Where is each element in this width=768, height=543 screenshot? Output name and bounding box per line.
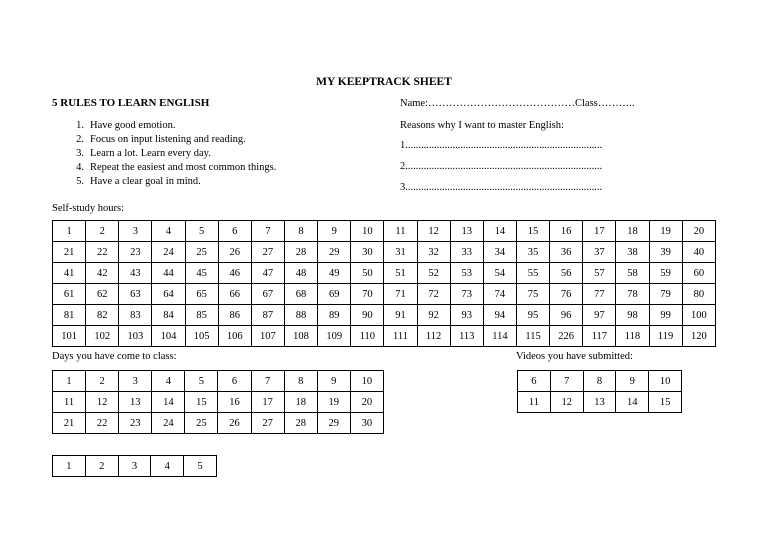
- table-cell: 28: [284, 242, 317, 263]
- table-cell: 7: [550, 371, 583, 392]
- name-class-line: Name:……………………………………Class………..: [400, 98, 635, 109]
- table-cell: 14: [616, 392, 649, 413]
- table-cell: 81: [53, 305, 86, 326]
- table-cell: 21: [53, 242, 86, 263]
- table-cell: 90: [351, 305, 384, 326]
- rule-number: 5.: [76, 176, 84, 187]
- table-cell: 7: [251, 371, 284, 392]
- table-cell: 43: [119, 263, 152, 284]
- table-cell: 12: [417, 221, 450, 242]
- table-cell: 107: [251, 326, 284, 347]
- reason-line-2: 2...........................................................................: [400, 161, 603, 172]
- table-cell: 68: [284, 284, 317, 305]
- table-cell: 63: [119, 284, 152, 305]
- table-cell: 46: [218, 263, 251, 284]
- rule-text: Learn a lot. Learn every day.: [90, 148, 211, 159]
- table-cell: 95: [516, 305, 549, 326]
- extra-tracker-table: [52, 455, 217, 477]
- table-cell: 64: [152, 284, 185, 305]
- table-cell: 115: [516, 326, 549, 347]
- table-cell: 24: [152, 413, 185, 434]
- table-cell: 101: [53, 326, 86, 347]
- table-cell: 35: [516, 242, 549, 263]
- table-cell: 78: [616, 284, 649, 305]
- table-row: [53, 456, 217, 477]
- table-cell: 3: [119, 371, 152, 392]
- table-cell: 11: [384, 221, 417, 242]
- table-cell: 5: [184, 456, 217, 477]
- table-cell: 9: [318, 221, 351, 242]
- table-cell: 33: [450, 242, 483, 263]
- table-cell: 52: [417, 263, 450, 284]
- table-cell: 66: [218, 284, 251, 305]
- table-cell: 83: [119, 305, 152, 326]
- table-row: [53, 392, 384, 413]
- table-cell: 5: [185, 221, 218, 242]
- table-row: [53, 413, 384, 434]
- self-study-label: Self-study hours:: [52, 203, 125, 214]
- rule-number: 4.: [76, 162, 84, 173]
- table-cell: 109: [318, 326, 351, 347]
- self-study-hours-table: [52, 220, 716, 347]
- table-cell: 58: [616, 263, 649, 284]
- table-cell: 7: [251, 221, 284, 242]
- table-cell: 108: [284, 326, 317, 347]
- table-cell: 55: [516, 263, 549, 284]
- table-cell: 111: [384, 326, 417, 347]
- table-cell: 92: [417, 305, 450, 326]
- table-cell: 17: [583, 221, 616, 242]
- table-cell: 72: [417, 284, 450, 305]
- table-cell: 53: [450, 263, 483, 284]
- table-cell: 8: [284, 371, 317, 392]
- table-cell: 27: [251, 413, 284, 434]
- table-cell: 24: [152, 242, 185, 263]
- table-cell: 21: [53, 413, 86, 434]
- table-cell: 80: [682, 284, 715, 305]
- table-cell: 11: [53, 392, 86, 413]
- table-cell: 42: [86, 263, 119, 284]
- table-cell: 59: [649, 263, 682, 284]
- table-cell: 118: [616, 326, 649, 347]
- table-cell: 36: [550, 242, 583, 263]
- rule-item: [52, 175, 276, 189]
- table-cell: 106: [218, 326, 251, 347]
- table-cell: 25: [185, 413, 218, 434]
- table-cell: 34: [483, 242, 516, 263]
- table-cell: 110: [351, 326, 384, 347]
- table-cell: 93: [450, 305, 483, 326]
- table-cell: 117: [583, 326, 616, 347]
- table-cell: 1: [53, 456, 86, 477]
- table-cell: 50: [351, 263, 384, 284]
- table-cell: 70: [351, 284, 384, 305]
- rule-text: Repeat the easiest and most common things.: [90, 162, 277, 173]
- rule-number: 1.: [76, 120, 84, 131]
- table-cell: 10: [351, 221, 384, 242]
- table-cell: 18: [616, 221, 649, 242]
- table-cell: 69: [318, 284, 351, 305]
- table-cell: 94: [483, 305, 516, 326]
- table-cell: 51: [384, 263, 417, 284]
- table-cell: 13: [583, 392, 616, 413]
- table-cell: 3: [118, 456, 151, 477]
- table-cell: 30: [350, 413, 383, 434]
- table-cell: 15: [649, 392, 682, 413]
- rule-text: Have a clear goal in mind.: [90, 176, 201, 187]
- rule-number: 2.: [76, 134, 84, 145]
- table-cell: 13: [450, 221, 483, 242]
- table-cell: 26: [218, 242, 251, 263]
- table-cell: 5: [185, 371, 218, 392]
- table-cell: 86: [218, 305, 251, 326]
- table-cell: 102: [86, 326, 119, 347]
- table-cell: 23: [119, 242, 152, 263]
- table-cell: 29: [318, 242, 351, 263]
- table-cell: 104: [152, 326, 185, 347]
- table-cell: 3: [119, 221, 152, 242]
- table-cell: 9: [616, 371, 649, 392]
- table-cell: 4: [151, 456, 184, 477]
- table-cell: 112: [417, 326, 450, 347]
- table-cell: 14: [152, 392, 185, 413]
- table-cell: 87: [251, 305, 284, 326]
- table-cell: 29: [317, 413, 350, 434]
- table-cell: 89: [318, 305, 351, 326]
- table-cell: 45: [185, 263, 218, 284]
- table-cell: 11: [518, 392, 551, 413]
- table-cell: 27: [251, 242, 284, 263]
- table-cell: 1: [53, 221, 86, 242]
- videos-submitted-table: [517, 370, 682, 413]
- table-cell: 4: [152, 371, 185, 392]
- table-row: [53, 221, 716, 242]
- table-cell: 37: [583, 242, 616, 263]
- rule-item: [52, 161, 276, 175]
- table-cell: 10: [350, 371, 383, 392]
- table-cell: 18: [284, 392, 317, 413]
- table-row: [53, 242, 716, 263]
- rules-list: [52, 119, 276, 189]
- table-cell: 13: [119, 392, 152, 413]
- table-row: [518, 371, 682, 392]
- rules-heading: 5 RULES TO LEARN ENGLISH: [52, 97, 210, 109]
- table-cell: 16: [550, 221, 583, 242]
- table-cell: 10: [649, 371, 682, 392]
- table-cell: 8: [284, 221, 317, 242]
- table-cell: 49: [318, 263, 351, 284]
- table-cell: 6: [518, 371, 551, 392]
- page-title: MY KEEPTRACK SHEET: [316, 76, 452, 88]
- table-cell: 67: [251, 284, 284, 305]
- table-cell: 48: [284, 263, 317, 284]
- table-cell: 44: [152, 263, 185, 284]
- table-cell: 79: [649, 284, 682, 305]
- table-cell: 82: [86, 305, 119, 326]
- table-row: [53, 326, 716, 347]
- table-cell: 105: [185, 326, 218, 347]
- table-cell: 56: [550, 263, 583, 284]
- table-row: [53, 263, 716, 284]
- table-cell: 97: [583, 305, 616, 326]
- class-days-label: Days you have come to class:: [52, 351, 177, 362]
- table-cell: 88: [284, 305, 317, 326]
- table-row: [53, 305, 716, 326]
- table-cell: 23: [119, 413, 152, 434]
- table-cell: 65: [185, 284, 218, 305]
- rule-item: [52, 119, 276, 133]
- table-cell: 20: [682, 221, 715, 242]
- table-cell: 32: [417, 242, 450, 263]
- table-cell: 74: [483, 284, 516, 305]
- reason-line-1: 1...........................................................................: [400, 140, 603, 151]
- table-cell: 62: [86, 284, 119, 305]
- table-cell: 9: [317, 371, 350, 392]
- table-cell: 30: [351, 242, 384, 263]
- table-cell: 22: [86, 413, 119, 434]
- table-cell: 19: [649, 221, 682, 242]
- rule-item: [52, 133, 276, 147]
- reason-line-3: 3...........................................................................: [400, 182, 603, 193]
- table-row: [53, 284, 716, 305]
- table-cell: 40: [682, 242, 715, 263]
- table-cell: 2: [86, 371, 119, 392]
- table-cell: 226: [550, 326, 583, 347]
- table-cell: 22: [86, 242, 119, 263]
- table-cell: 77: [583, 284, 616, 305]
- table-cell: 2: [85, 456, 118, 477]
- table-cell: 15: [185, 392, 218, 413]
- table-cell: 60: [682, 263, 715, 284]
- table-cell: 61: [53, 284, 86, 305]
- table-cell: 12: [86, 392, 119, 413]
- table-cell: 38: [616, 242, 649, 263]
- table-cell: 20: [350, 392, 383, 413]
- rule-text: Focus on input listening and reading.: [90, 134, 246, 145]
- table-row: [53, 371, 384, 392]
- table-cell: 47: [251, 263, 284, 284]
- table-cell: 120: [682, 326, 715, 347]
- table-cell: 26: [218, 413, 251, 434]
- table-cell: 31: [384, 242, 417, 263]
- table-cell: 73: [450, 284, 483, 305]
- table-cell: 2: [86, 221, 119, 242]
- table-cell: 99: [649, 305, 682, 326]
- table-cell: 8: [583, 371, 616, 392]
- table-cell: 100: [682, 305, 715, 326]
- table-cell: 114: [483, 326, 516, 347]
- table-cell: 16: [218, 392, 251, 413]
- table-cell: 113: [450, 326, 483, 347]
- table-cell: 75: [516, 284, 549, 305]
- rule-item: [52, 147, 276, 161]
- table-cell: 1: [53, 371, 86, 392]
- table-cell: 85: [185, 305, 218, 326]
- rule-number: 3.: [76, 148, 84, 159]
- table-cell: 28: [284, 413, 317, 434]
- table-cell: 71: [384, 284, 417, 305]
- table-cell: 15: [516, 221, 549, 242]
- table-cell: 103: [119, 326, 152, 347]
- table-cell: 76: [550, 284, 583, 305]
- table-cell: 4: [152, 221, 185, 242]
- rule-text: Have good emotion.: [90, 120, 176, 131]
- table-cell: 84: [152, 305, 185, 326]
- reasons-heading: Reasons why I want to master English:: [400, 120, 564, 131]
- class-days-table: [52, 370, 384, 434]
- table-cell: 19: [317, 392, 350, 413]
- table-cell: 17: [251, 392, 284, 413]
- table-cell: 98: [616, 305, 649, 326]
- table-cell: 6: [218, 371, 251, 392]
- table-cell: 6: [218, 221, 251, 242]
- table-cell: 41: [53, 263, 86, 284]
- table-cell: 119: [649, 326, 682, 347]
- table-row: [518, 392, 682, 413]
- table-cell: 12: [550, 392, 583, 413]
- videos-label: Videos you have submitted:: [516, 351, 633, 362]
- table-cell: 25: [185, 242, 218, 263]
- table-cell: 96: [550, 305, 583, 326]
- table-cell: 91: [384, 305, 417, 326]
- table-cell: 54: [483, 263, 516, 284]
- table-cell: 57: [583, 263, 616, 284]
- table-cell: 39: [649, 242, 682, 263]
- table-cell: 14: [483, 221, 516, 242]
